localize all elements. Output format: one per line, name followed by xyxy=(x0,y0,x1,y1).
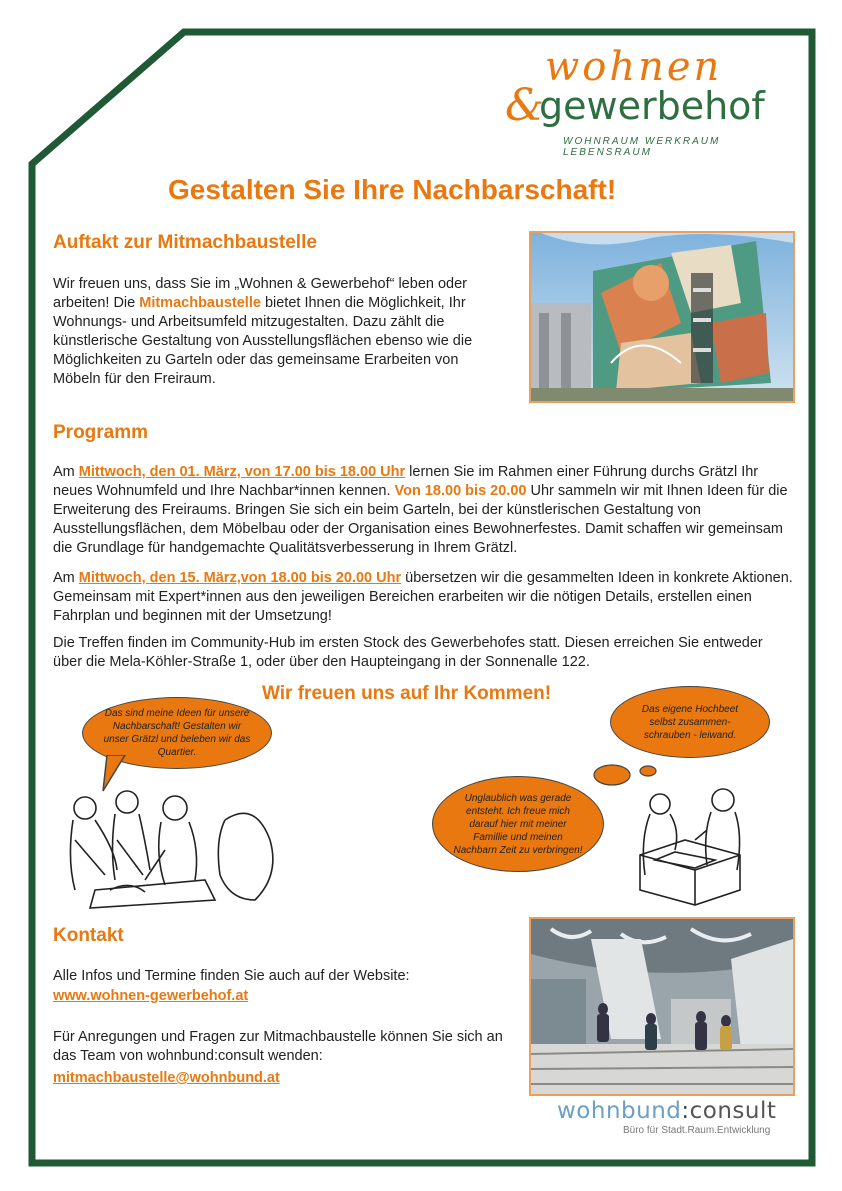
p1-text-a: Am xyxy=(53,464,79,480)
logo xyxy=(505,44,795,158)
logo-ampersand: & xyxy=(505,80,548,131)
thought-bubble-middle: Unglaublich was gerade entsteht. Ich freue mich darauf hier mit meiner Famillie und meinen Nachbarn Zeit zu verbringen! xyxy=(432,776,604,872)
section-heading-auftakt: Auftakt zur Mitmachbaustelle xyxy=(53,232,317,253)
people-sketch-left xyxy=(55,780,285,915)
website-link[interactable]: www.wohnen-gewerbehof.at xyxy=(53,988,249,1004)
thought-bubble-top-right: Das eigene Hochbeet selbst zusammen-schrauben - leiwand. xyxy=(610,686,770,758)
contact-line-2: Für Anregungen und Fragen zur Mitmachbaustelle können Sie sich an das Team von wohnbund:consult wenden: xyxy=(53,1029,503,1064)
programm-paragraph-2 xyxy=(53,569,793,626)
date-2-highlight: Mittwoch, den 15. März,von 18.00 bis 20.00 Uhr xyxy=(78,570,402,586)
p1-text-c: Uhr sammeln wir mit Ihnen Ideen für die Erweiterung des Freiraums. Bringen Sie sich ein beim Garteln, bei der künstlerischen Gestaltung von Ausstellungsflächen, dem Möbelbau oder der Organisation eines Bewohnerfestes. Damit schaffen wir gemeinsam die Grundlage für handgemachte Qualitätsverbesserung in Ihrem Grätzl. xyxy=(53,483,788,556)
time-highlight: Von 18.00 bis 20.00 xyxy=(394,483,527,499)
logo-gewerbehof: gewerbehof xyxy=(539,84,765,128)
section-heading-kontakt: Kontakt xyxy=(53,925,124,946)
speech-bubble-left: Das sind meine Ideen für unsere Nachbarschaft! Gestalten wir unser Grätzl und beleben wir das Quartier. xyxy=(82,697,272,769)
logo-wohnen: wohnen xyxy=(545,44,723,90)
mural-building-photo xyxy=(529,231,795,403)
atrium-photo xyxy=(529,917,795,1096)
programm-paragraph-1 xyxy=(53,463,793,558)
wohnbund-tagline: Büro für Stadt.Raum.Entwicklung xyxy=(623,1125,771,1136)
intro-paragraph xyxy=(53,275,508,389)
date-1-highlight: Mittwoch, den 01. März, von 17.00 bis 18.00 Uhr xyxy=(78,464,406,480)
wohnbund-logo xyxy=(557,1098,797,1136)
contact-line-1: Alle Infos und Termine finden Sie auch auf der Website: xyxy=(53,968,410,984)
wohnbund-name-a: wohnbund xyxy=(557,1098,682,1124)
logo-tagline: WOHNRAUM WERKRAUM LEBENSRAUM xyxy=(563,136,721,158)
programm-paragraph-3: Die Treffen finden im Community-Hub im ersten Stock des Gewerbehofes statt. Diesen erreichen Sie entweder über die Mela-Köhler-Straße 1, oder über den Haupteingang in der Sonnenalle 122. xyxy=(53,635,763,670)
p2-text-b: übersetzen wir die gesammelten Ideen in konkrete Aktionen. Gemeinsam mit Expert*innen aus den jeweiligen Bereichen erarbeiten wir die nötigen Details, erstellen einen Fahrplan und beginnen mit der Umsetzung! xyxy=(53,570,793,624)
wohnbund-name-b: consult xyxy=(689,1098,777,1124)
section-heading-programm: Programm xyxy=(53,422,149,443)
p1-text-b: lernen Sie im Rahmen einer Führung durchs Grätzl Ihr neues Wohnumfeld und Ihre Nachbar*innen kennen. xyxy=(53,464,759,499)
raised-bed-sketch xyxy=(625,780,755,910)
intro-text-a: Wir freuen uns, dass Sie im „Wohnen & Gewerbehof“ leben oder arbeiten! Die xyxy=(53,276,467,311)
p2-text-a: Am xyxy=(53,570,79,586)
welcome-heading: Wir freuen uns auf Ihr Kommen! xyxy=(262,683,552,704)
page-title: Gestalten Sie Ihre Nachbarschaft! xyxy=(168,174,617,205)
wohnbund-colon: : xyxy=(681,1098,690,1124)
intro-highlight: Mitmachbaustelle xyxy=(139,295,261,311)
intro-text-b: bietet Ihnen die Möglichkeit, Ihr Wohnungs- und Arbeitsumfeld mitzugestalten. Dazu zählt die künstlerische Gestaltung von Ausstellungsflächen ebenso wie die Möglichkeiten zu Garteln oder das gemeinsame Erarbeiten von Möbeln für den Freiraum. xyxy=(53,295,473,387)
email-link[interactable]: mitmachbaustelle@wohnbund.at xyxy=(53,1070,280,1086)
